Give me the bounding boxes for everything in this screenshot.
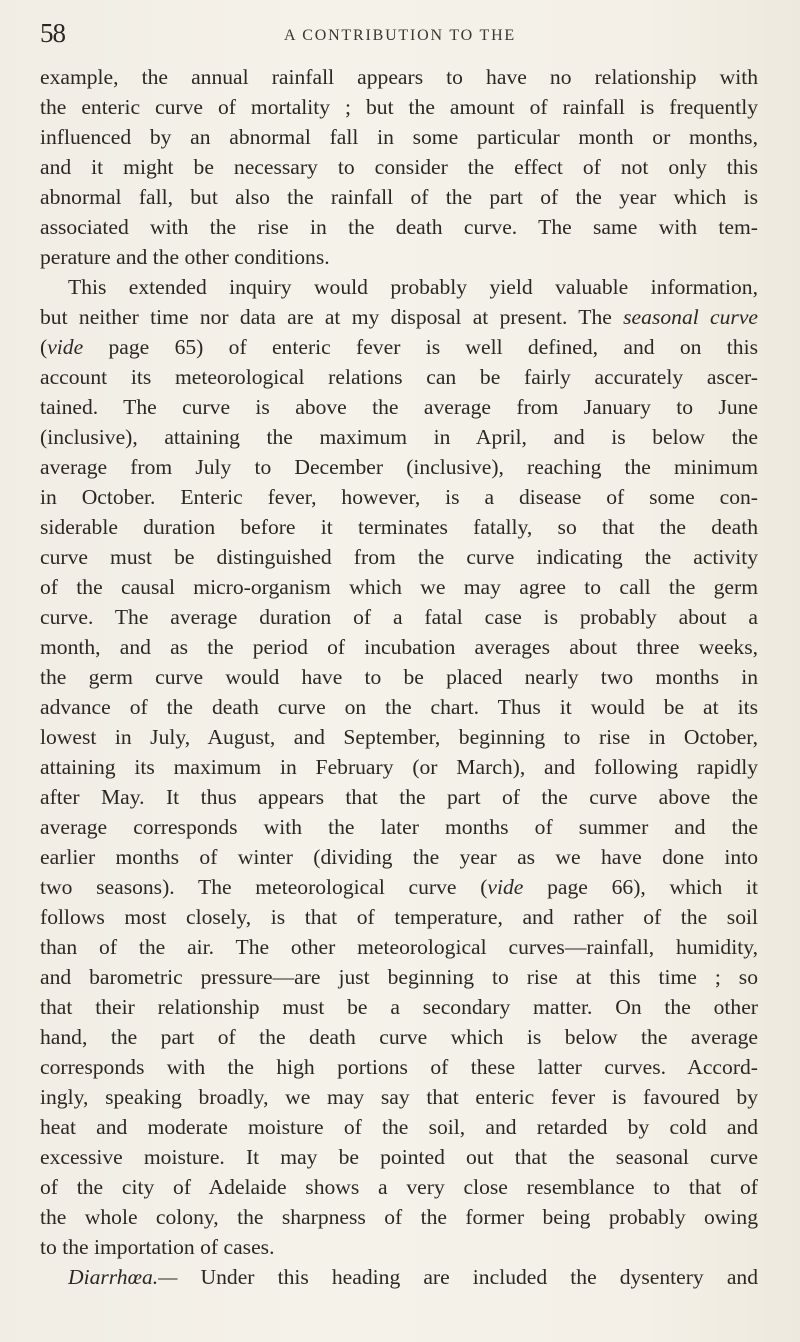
- text-line: the enteric curve of mortality ; but the amount of rainfall is frequently: [40, 95, 758, 119]
- text-line: perature and the other conditions.: [40, 245, 330, 269]
- text-line: to the importation of cases.: [40, 1235, 275, 1259]
- text-line: associated with the rise in the death curve. The same with tem-: [40, 215, 758, 239]
- text-line: influenced by an abnormal fall in some particular month or months,: [40, 125, 758, 149]
- text-line: earlier months of winter (dividing the year as we have done into: [40, 845, 758, 869]
- text-line: the germ curve would have to be placed nearly two months in: [40, 665, 758, 689]
- text-line: account its meteorological relations can be fairly accurately ascer-: [40, 365, 758, 389]
- text-line: siderable duration before it terminates fatally, so that the death: [40, 515, 758, 539]
- running-head: A CONTRIBUTION TO THE: [283, 27, 517, 44]
- emphasis: seasonal curve: [623, 305, 758, 329]
- paragraph-start-line: Diarrhœa.— Under this heading are included the dysentery and: [68, 1265, 758, 1289]
- text-line: and barometric pressure—are just beginning to rise at this time ; so: [40, 965, 758, 989]
- page-number: 58: [40, 18, 65, 48]
- text-line: than of the air. The other meteorological curves—rainfall, humidity,: [40, 935, 758, 959]
- section-heading-diarrhoea: Diarrhœa.—: [68, 1265, 178, 1289]
- text-line: but neither time nor data are at my disposal at present. The seasonal curve: [40, 305, 758, 329]
- emphasis: vide: [487, 875, 524, 899]
- text-line: abnormal fall, but also the rainfall of the part of the year which is: [40, 185, 758, 209]
- text-line: (vide page 65) of enteric fever is well defined, and on this: [40, 335, 758, 359]
- text-line: after May. It thus appears that the part of the curve above the: [40, 785, 758, 809]
- text-line: and it might be necessary to consider the effect of not only this: [40, 155, 758, 179]
- text-line: in October. Enteric fever, however, is a disease of some con-: [40, 485, 758, 509]
- text-line: excessive moisture. It may be pointed out that the seasonal curve: [40, 1145, 758, 1169]
- text-line: two seasons). The meteorological curve (vide page 66), which it: [40, 875, 759, 899]
- text-line: month, and as the period of incubation averages about three weeks,: [40, 635, 758, 659]
- paragraph-start-line: This extended inquiry would probably yield valuable information,: [68, 275, 758, 299]
- text-line: corresponds with the high portions of these latter curves. Accord-: [40, 1055, 758, 1079]
- text-line: example, the annual rainfall appears to have no relationship with: [40, 65, 758, 89]
- text-line: ingly, speaking broadly, we may say that enteric fever is favoured by: [40, 1085, 758, 1109]
- text-line: lowest in July, August, and September, beginning to rise in October,: [40, 725, 758, 749]
- text-line: average corresponds with the later months of summer and the: [40, 815, 758, 839]
- text-line: follows most closely, is that of temperature, and rather of the soil: [40, 905, 758, 929]
- text-line: curve. The average duration of a fatal case is probably about a: [40, 605, 758, 629]
- text-line: attaining its maximum in February (or March), and following rapidly: [40, 755, 758, 779]
- text-line: of the causal micro-organism which we may agree to call the germ: [40, 575, 758, 599]
- text-line: tained. The curve is above the average from January to June: [40, 395, 758, 419]
- text-line: the whole colony, the sharpness of the former being probably owing: [40, 1205, 758, 1229]
- text-line: advance of the death curve on the chart. Thus it would be at its: [40, 695, 758, 719]
- text-line: hand, the part of the death curve which is below the average: [40, 1025, 758, 1049]
- text-line: of the city of Adelaide shows a very close resemblance to that of: [40, 1175, 758, 1199]
- text-line: heat and moderate moisture of the soil, and retarded by cold and: [40, 1115, 758, 1139]
- text-line: curve must be distinguished from the curve indicating the activity: [40, 545, 758, 569]
- text-line: that their relationship must be a secondary matter. On the other: [40, 995, 758, 1019]
- page-header: [40, 18, 780, 54]
- text-line: average from July to December (inclusive), reaching the minimum: [40, 455, 758, 479]
- body-text: [40, 62, 758, 1292]
- emphasis: vide: [47, 335, 84, 359]
- text-line: (inclusive), attaining the maximum in April, and is below the: [40, 425, 758, 449]
